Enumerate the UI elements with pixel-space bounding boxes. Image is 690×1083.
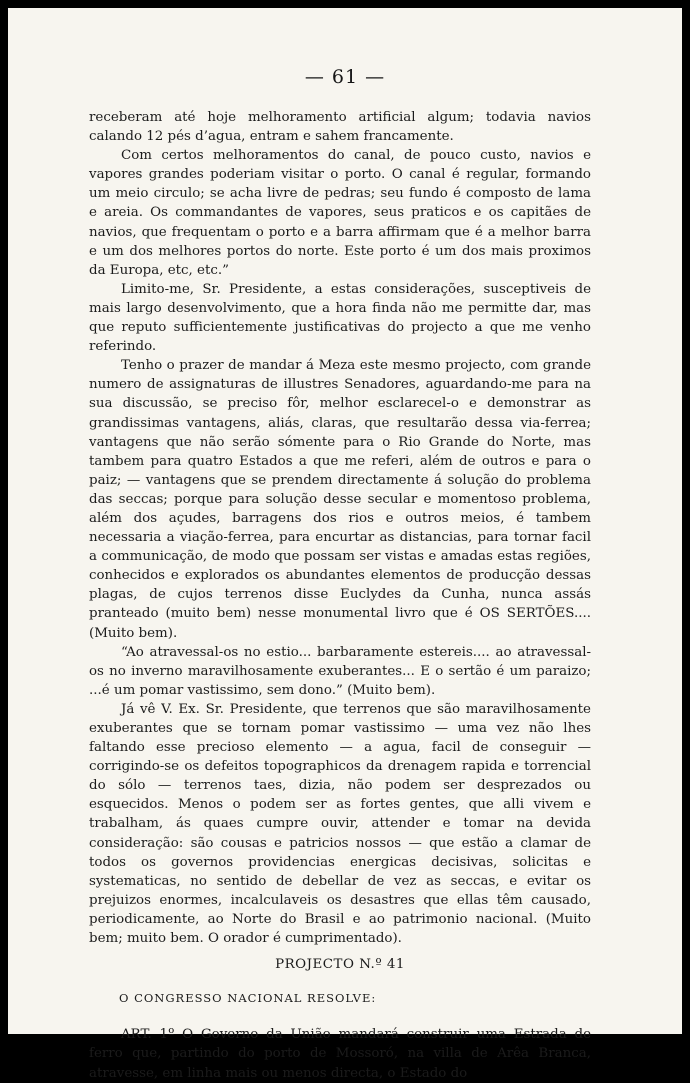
article-1: ART. 1º O Governo da União mandará construir uma Estrada de ferro que, partindo do porto de Mossoró, na villa de Arêa Branca, atravesse, em linha mais ou menos directa, o Estado do [89, 1027, 591, 1081]
paragraph-1: receberam até hoje melhoramento artificial algum; todavia navios calando 12 pés d’agua, entram e sahem francamente. [89, 110, 591, 145]
page-number: — 61 — [304, 66, 386, 88]
congress-resolves: O CONGRESSO NACIONAL RESOLVE: [119, 991, 377, 1006]
project-heading: PROJECTO N.º 41 [275, 957, 405, 973]
paragraph-2: Com certos melhoramentos do canal, de pouco custo, navios e vapores grandes poderiam visitar o porto. O canal é regular, formando um meio circulo; se acha livre de pedras; seu fundo é composto de lama e areia. Os commandantes de vapores, seus praticos e os capitães de navios, que frequentam o porto e a barra affirmam que é a melhor barra e um dos melhores portos do norte. Este porto é um dos mais proximos da Europa, etc, etc.” [89, 148, 591, 278]
document-page [8, 8, 682, 1081]
document-body [89, 108, 591, 1083]
paragraph-3: Limito-me, Sr. Presidente, a estas considerações, susceptiveis de mais largo desenvolvimento, que a hora finda não me permitte dar, mas que reputo sufficientemente justificativas do projecto a que me venho referindo. [89, 281, 591, 355]
paragraph-4: Tenho o prazer de mandar á Meza este mesmo projecto, com grande numero de assignaturas de illustres Senadores, aguardando-me para na sua discussão, se preciso fôr, melhor esclarecel-o e demonstrar as grandissimas vantagens, aliás, claras, que resultarão dessa via-ferrea; vantagens que não serão sómente para o Rio Grande do Norte, mas tambem para quatro Estados a que me referi, além de outros e para o paiz; — vantagens que se prendem directamente á solução do problema das seccas; porque para solução desse secular e momentoso problema, além dos açudes, barragens dos rios e outros meios, é tambem necessaria a viação-ferrea, para encurtar as distancias, para tornar facil a communicação, de modo que possam ser vistas e amadas estas regiões, conhecidos e explorados os abundantes elementos de producção dessas plagas, de cujos terrenos disse Euclydes da Cunha, nunca assás pranteado (muito bem) nesse monumental livro que é OS SERTÕES.... (Muito bem). [89, 358, 591, 641]
paragraph-5-quote: “Ao atravessal-os no estio... barbaramente estereis.... ao atravessal-os no inverno maravilhosamente exuberantes... E o sertão é um paraizo; ...é um pomar vastissimo, sem dono.” (Muito bem). [89, 644, 591, 698]
paragraph-6: Já vê V. Ex. Sr. Presidente, que terrenos que são maravilhosamente exuberantes que se tornam pomar vastissimo — uma vez não lhes faltando esse precioso elemento — a agua, facil de conseguir — corrigindo-se os defeitos topographicos da drenagem rapida e torrencial do sólo — terrenos taes, dizia, não podem ser desprezados ou esquecidos. Menos o podem ser as fortes gentes, que alli vivem e trabalham, ás quaes cumpre ouvir, attender e tomar na devida consideração: são cousas e patricios nossos — que estão a clamar de todos os governos providencias energicas decisivas, solicitas e systematicas, no sentido de debellar de vez as seccas, e evitar os prejuizos enormes, incalculaveis os desastres que ellas têm causado, periodicamente, ao Norte do Brasil e ao patrimonio nacional. (Muito bem; muito bem. O orador é cumprimentado). [89, 701, 591, 947]
